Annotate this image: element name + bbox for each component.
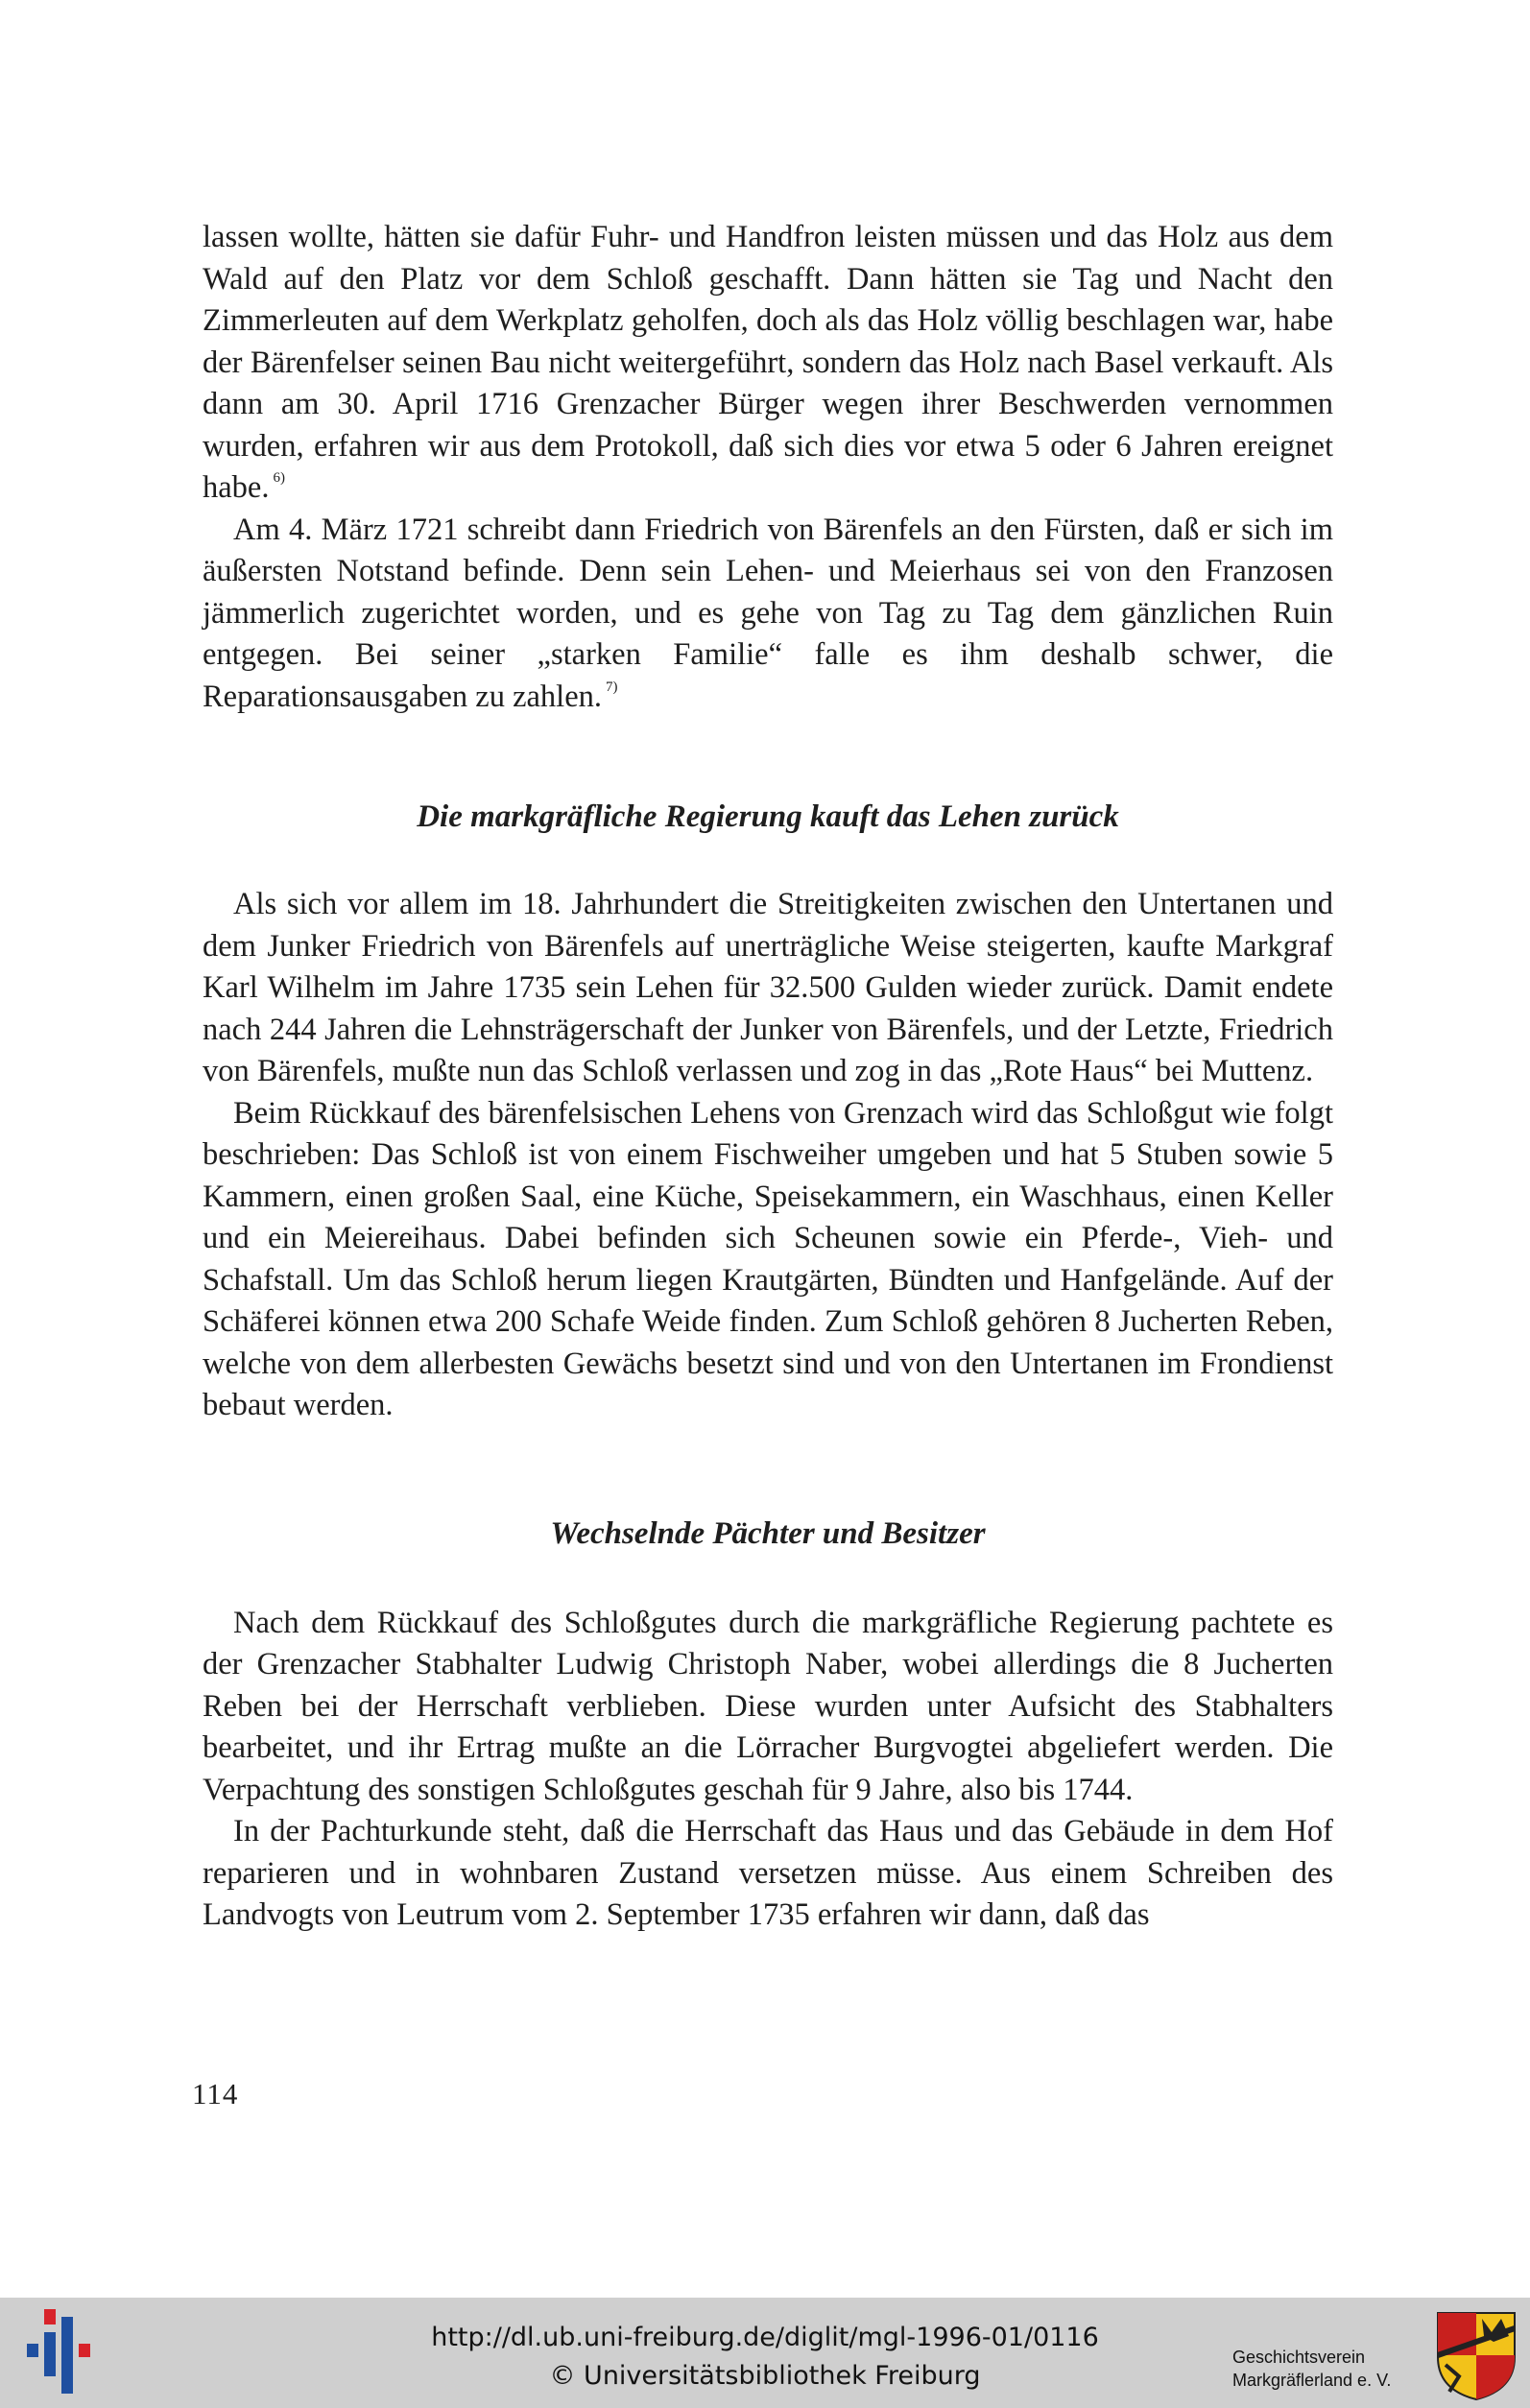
section-spacer [203, 1555, 1333, 1603]
society-name [1232, 2346, 1391, 2392]
society-name-line: Geschichtsverein [1232, 2348, 1366, 2367]
body-paragraph: Nach dem Rückkauf des Schloßgutes durch die markgräfliche Regierung pachtete es der Grenzacher Stabhalter Ludwig Christoph Naber, wobei allerdings die 8 Jucherten Reben bei der Herrschaft verblieben. Diese wurden unter Aufsicht des Stabhalters bearbeitet, und ihr Ertrag mußte an die Lörracher Burgvogtei abgeliefert werden. Die Verpachtung des sonstigen Schloßgutes geschah für 9 Jahre, also bis 1744. [203, 1605, 1333, 1807]
footer-bar [0, 2298, 1530, 2408]
section-spacer [203, 838, 1333, 884]
body-paragraph [203, 510, 1333, 719]
body-paragraph: Beim Rückkauf des bärenfelsischen Lehens von Grenzach wird das Schloßgut wie folgt beschrieben: Das Schloß ist von einem Fischweiher umgeben und hat 5 Stuben sowie 5 Kammern, einen großen Saal, eine Küche, Speisekammern, ein Waschhaus, einen Keller und ein Meiereihaus. Dabei befinden sich Scheunen sowie ein Pferde-, Vieh- und Schafstall. Um das Schloß herum liegen Krautgärten, Bündten und Hanfgelände. Auf der Schäferei können etwa 200 Schafe Weide finden. Zum Schloß gehören 8 Jucherten Reben, welche von dem allerbesten Gewächs besetzt sind und von den Untertanen im Frondienst bebaut werden. [203, 1095, 1333, 1422]
section-heading: Die markgräfliche Regierung kauft das Lehen zurück [417, 799, 1119, 834]
section-heading: Wechselnde Pächter und Besitzer [550, 1515, 986, 1551]
society-name-line: Markgräflerland e. V. [1232, 2371, 1392, 2390]
section-spacer [203, 718, 1333, 797]
footer-copyright: © Universitätsbibliothek Freiburg [549, 2361, 981, 2391]
footer-url-link[interactable]: http://dl.ub.uni-freiburg.de/diglit/mgl-1996-01/0116 [431, 2323, 1099, 2352]
body-paragraph: Als sich vor allem im 18. Jahrhundert die Streitigkeiten zwischen den Untertanen und dem Junker Friedrich von Bärenfels auf unerträgliche Weise steigerten, kaufte Markgraf Karl Wilhelm im Jahre 1735 sein Lehen für 32.500 Gulden wieder zurück. Damit endete nach 244 Jahren die Lehnsträgerschaft der Junker von Bärenfels, und der Letzte, Friedrich von Bärenfels, mußte nun das Schloß verlassen und zog in das „Rote Haus“ bei Muttenz. [203, 887, 1333, 1088]
body-paragraph [203, 217, 1333, 510]
paragraph-text: lassen wollte, hätten sie dafür Fuhr- und Handfron leisten müssen und das Holz aus dem Wald auf den Platz vor dem Schloß geschafft. Dann hätten sie Tag und Nacht den Zimmerleuten auf dem Werkplatz geholfen, doch als das Holz völlig beschlagen war, habe der Bärenfelser seinen Bau nicht weitergeführt, sondern das Holz nach Basel verkauft. Als dann am 30. April 1716 Grenzacher Bürger wegen ihrer Beschwerden vernommen wurden, erfahren wir aus dem Protokoll, daß sich dies vor etwa 5 oder 6 Jahren ereignet habe. [203, 220, 1333, 505]
section-spacer [203, 1427, 1333, 1514]
page-body [203, 217, 1333, 1937]
paragraph-text: Am 4. März 1721 schreibt dann Friedrich von Bärenfels an den Fürsten, daß er sich im äußersten Notstand befinde. Denn sein Lehen- und Meierhaus sei von den Franzosen jämmerlich zugerichtet worden, und es gehe von Tag zu Tag dem gänzlichen Ruin entgegen. Bei seiner „starken Familie“ falle es ihm deshalb schwer, die Reparationsausgaben zu zahlen. [203, 512, 1333, 714]
footnote-reference: 6) [273, 470, 285, 487]
body-paragraph: In der Pachturkunde steht, daß die Herrschaft das Haus und das Gebäude in dem Hof reparieren und in wohnbaren Zustand versetzen müsse. Aus einem Schreiben des Landvogts von Leutrum vom 2. September 1735 erfahren wir dann, daß das [203, 1814, 1333, 1932]
footnote-reference: 7) [606, 679, 618, 695]
page-number: 114 [192, 2077, 239, 2110]
society-coat-of-arms-icon [1434, 2309, 1518, 2401]
